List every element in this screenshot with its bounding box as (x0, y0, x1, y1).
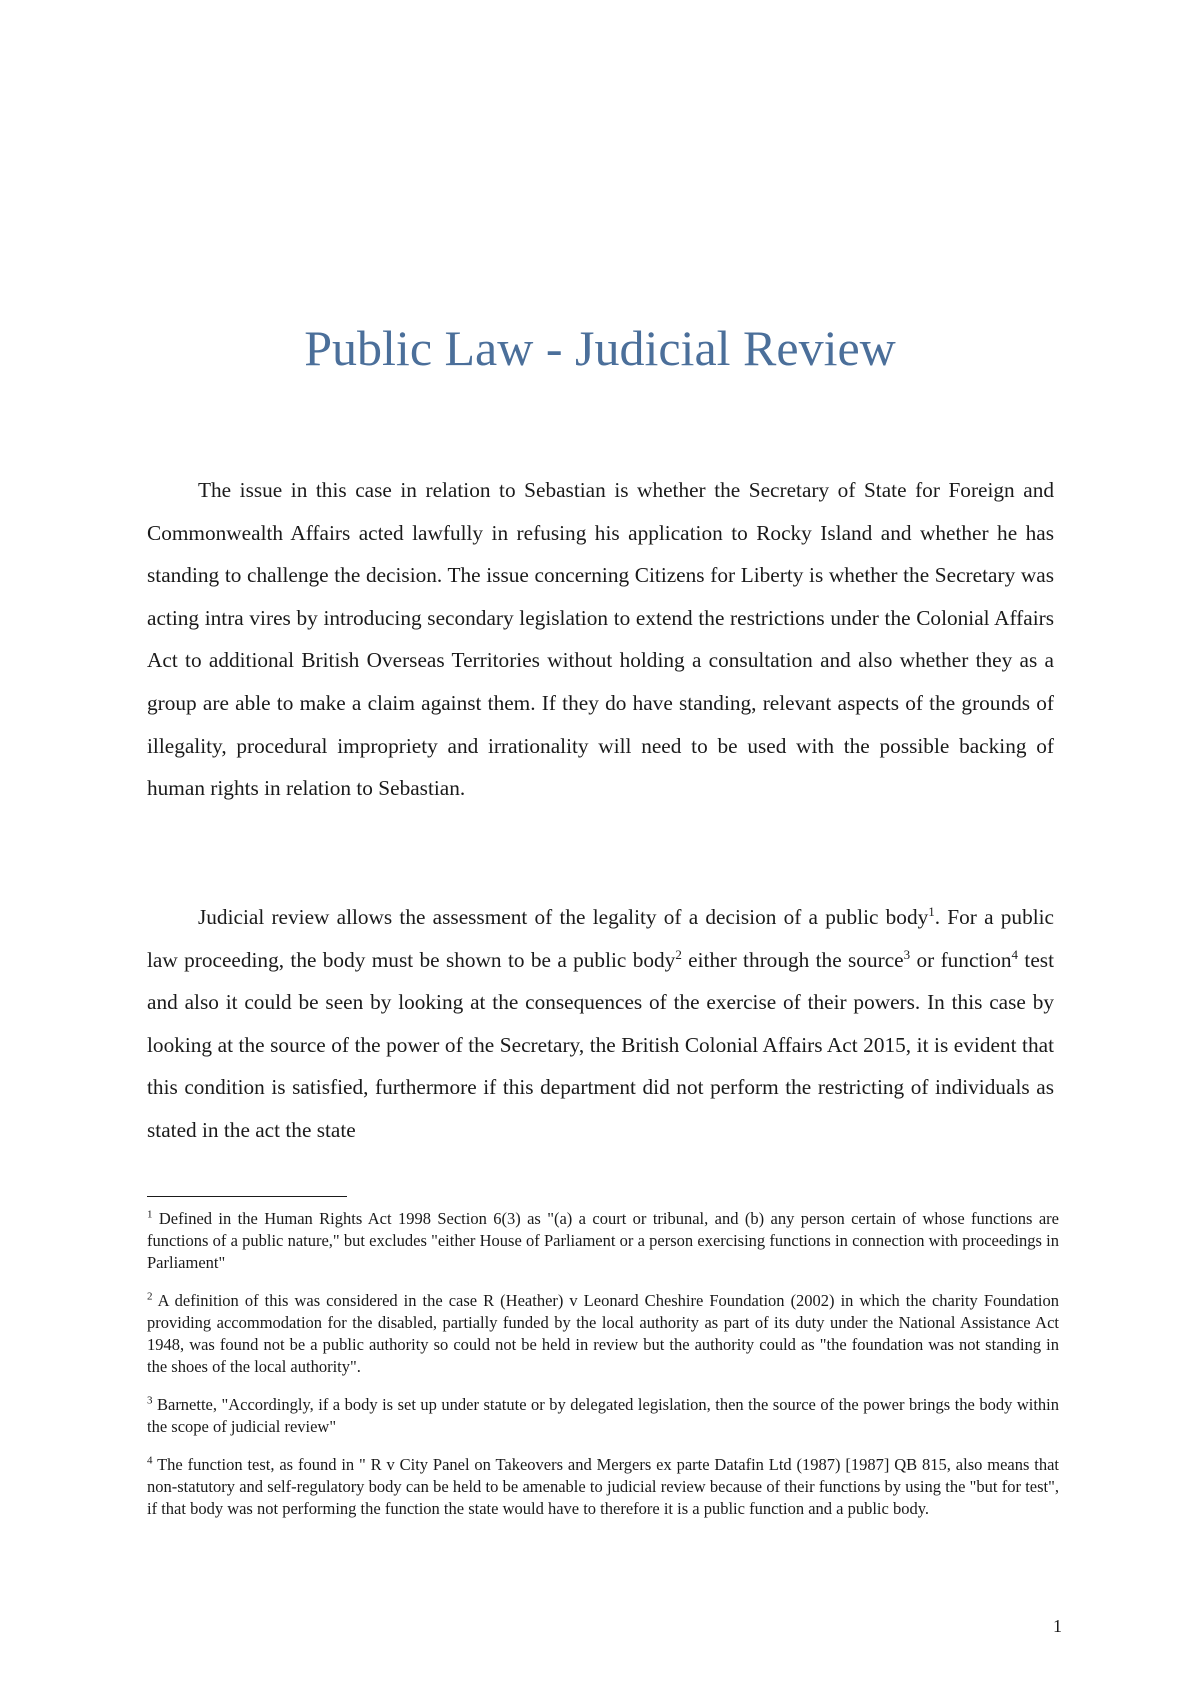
paragraph-text: Judicial review allows the assessment of the legality of a decision of a public body (198, 905, 929, 929)
footnote (147, 1454, 1059, 1520)
footnote-ref[interactable]: 2 (675, 946, 682, 962)
footnote-ref[interactable]: 1 (928, 903, 935, 919)
page-number: 1 (1053, 1616, 1062, 1636)
paragraph-text: test and also it could be seen by looking at the consequences of the exercise of their powers. In this case by looking at the source of the power of the Secretary, the British Colonial Affairs Act 2015, it is evident that this condition is satisfied, furthermore if this department did not perform the restricting of individuals as stated in the act the state (147, 947, 1054, 1142)
paragraph-text: or function (910, 947, 1012, 972)
paragraph-text: The issue in this case in relation to Sebastian is whether the Secretary of State for Foreign and Commonwealth Affairs acted lawfully in refusing his application to Rocky Island and whether he has standing to challenge the decision. The issue concerning Citizens for Liberty is whether the Secretary was acting intra vires by introducing secondary legislation to extend the restrictions under the Colonial Affairs Act to additional British Overseas Territories without holding a consultation and also whether they as a group are able to make a claim against them. If they do have standing, relevant aspects of the grounds of illegality, procedural impropriety and irrationality will need to be used with the possible backing of human rights in relation to Sebastian. (147, 478, 1054, 801)
footnote-number: 2 (147, 1290, 153, 1303)
body-paragraph (147, 896, 1054, 1152)
footnote (147, 1290, 1059, 1378)
footnote-ref[interactable]: 3 (903, 946, 911, 962)
footnote-separator (147, 1196, 347, 1197)
footnote (147, 1394, 1059, 1438)
footnote-number: 1 (147, 1208, 153, 1221)
footnote-text: Defined in the Human Rights Act 1998 Section 6(3) as "(a) a court or tribunal, and (b) any person certain of whose functions are functions of a public nature," but excludes "either House of Parliament or a person exercising functions in connection with proceedings in Parliament" (147, 1209, 1059, 1272)
body-paragraph (147, 469, 1054, 810)
footnotes-section (147, 1208, 1059, 1536)
footnote-number: 3 (147, 1394, 153, 1407)
paragraph-text: either through the source (681, 947, 904, 972)
footnote (147, 1208, 1059, 1274)
footnote-ref[interactable]: 4 (1011, 946, 1019, 962)
footnote-text: The function test, as found in " R v City Panel on Takeovers and Mergers ex parte Datafin Ltd (1987) [1987] QB 815, also means that non-statutory and self-regulatory body can be held to be amenable to judicial review because of their functions by using the "but for test", if that body was not performing the function the state would have to therefore it is a public function and a public body. (147, 1455, 1059, 1518)
paragraph-text: . For a public law proceeding, the body must be shown to be a public body (147, 905, 1055, 972)
footnote-number: 4 (147, 1454, 153, 1467)
footnote-text: A definition of this was considered in the case R (Heather) v Leonard Cheshire Foundation (2002) in which the charity Foundation providing accommodation for the disabled, partially funded by the local authority as part of its duty under the National Assistance Act 1948, was found not be a public authority so could not be held in review but the authority could as "the foundation was not standing in the shoes of the local authority". (147, 1291, 1059, 1376)
footnote-text: Barnette, "Accordingly, if a body is set up under statute or by delegated legislation, then the source of the power brings the body within the scope of judicial review" (147, 1395, 1059, 1436)
document-title: Public Law - Judicial Review (304, 320, 896, 376)
